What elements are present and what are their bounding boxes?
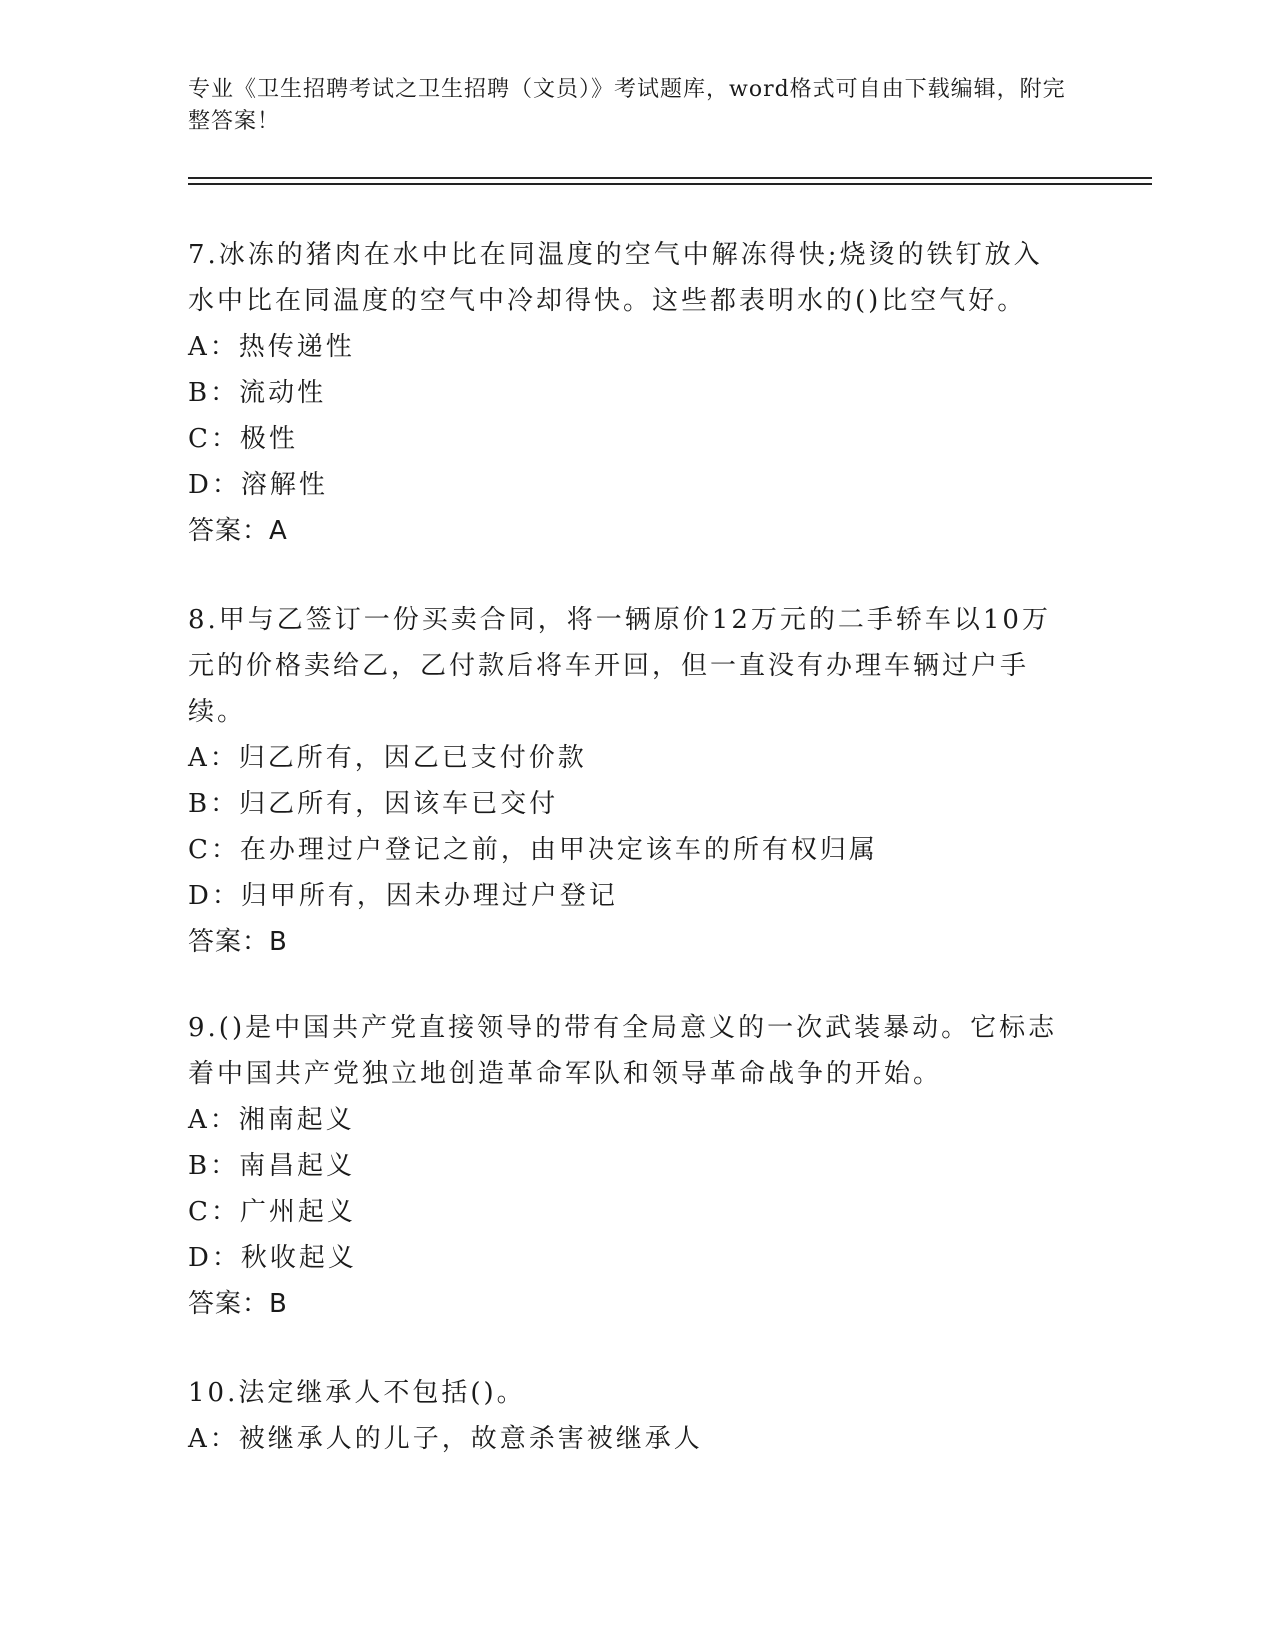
question-10 [188,1370,1068,1462]
header-note: 专业《卫生招聘考试之卫生招聘（文员）》考试题库，word格式可自由下载编辑，附完整答案！ [188,77,1066,134]
question-stem: 7.冰冻的猪肉在水中比在同温度的空气中解冻得快;烧烫的铁钉放入水中比在同温度的空气中冷却得快。这些都表明水的()比空气好。 [188,240,1043,316]
answer: 答案：A [188,516,288,546]
option-a: A：被继承人的儿子，故意杀害被继承人 [188,1424,703,1454]
option-d: D：归甲所有，因未办理过户登记 [188,881,618,911]
question-stem: 9.()是中国共产党直接领导的带有全局意义的一次武装暴动。它标志着中国共产党独立地创造革命军队和领导革命战争的开始。 [188,1013,1058,1089]
option-b: B：南昌起义 [188,1151,356,1181]
option-a: A：热传递性 [188,332,355,362]
header-divider-bottom [188,183,1152,185]
question-stem: 8.甲与乙签订一份买卖合同，将一辆原价12万元的二手轿车以10万元的价格卖给乙，乙付款后将车开回，但一直没有办理车辆过户手续。 [188,605,1051,727]
option-c: C：在办理过户登记之前，由甲决定该车的所有权归属 [188,835,878,865]
option-b: B：流动性 [188,378,327,408]
option-b: B：归乙所有，因该车已交付 [188,789,559,819]
option-c: C：广州起义 [188,1197,356,1227]
option-d: D：秋收起义 [188,1243,357,1273]
question-9 [188,1005,1068,1327]
answer: 答案：B [188,1289,288,1319]
header-divider-top [188,177,1152,179]
question-8 [188,597,1068,965]
option-c: C：极性 [188,424,298,454]
option-d: D：溶解性 [188,470,328,500]
answer: 答案：B [188,927,288,957]
question-stem: 10.法定继承人不包括()。 [188,1378,526,1408]
question-7 [188,232,1068,554]
option-a: A：湘南起义 [188,1105,355,1135]
option-a: A：归乙所有，因乙已支付价款 [188,743,587,773]
